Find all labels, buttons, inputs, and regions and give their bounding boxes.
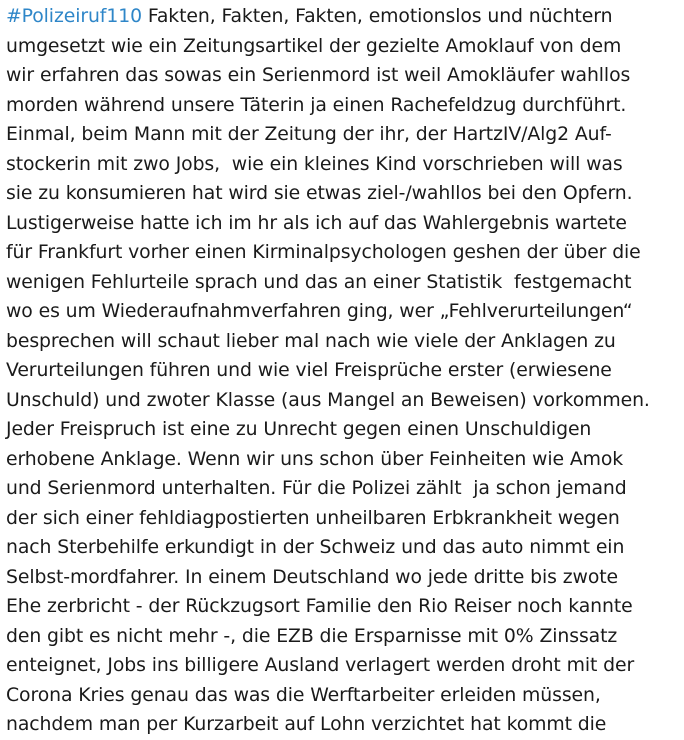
text-line: erhobene Anklage. Wenn wir uns schon über Feinheiten wie Amok: [6, 448, 624, 470]
text-line: besprechen will schaut lieber mal nach wie viele der Anklagen zu: [6, 330, 616, 352]
text-line: wir erfahren das sowas ein Serienmord ist weil Amokläufer wahllos: [6, 65, 631, 86]
text-line: Selbst-mordfahrer. In einem Deutschland wo jede dritte bis zwote: [6, 566, 619, 588]
text-line: stockerin mit zwo Jobs, wie ein kleines Kind vorschrieben will was: [6, 153, 623, 175]
text-line: wo es um Wiederaufnahmverfahren ging, wer „Fehlverurteilungen“: [6, 301, 633, 322]
text-line: Lustigerweise hatte ich im hr als ich auf das Wahlergebnis wartete: [6, 212, 627, 234]
text-line-1-rest: Fakten, Fakten, Fakten, emotionslos und nüchtern: [141, 6, 613, 27]
text-line: umgesetzt wie ein Zeitungsartikel der gezielte Amoklauf von dem: [6, 35, 622, 57]
text-line: Corona Kries genau das was die Werftarbeiter erleiden müssen,: [6, 684, 601, 706]
text-line: sie zu konsumieren hat wird sie etwas ziel-/wahllos bei den Opfern.: [6, 183, 633, 204]
text-line: morden während unsere Täterin ja einen Rachefeldzug durchführt.: [6, 94, 627, 116]
text-line: enteignet, Jobs ins billigere Ausland verlagert werden droht mit der: [6, 655, 635, 676]
document-text: [6, 2, 684, 740]
hashtag-link[interactable]: #Polizeiruf110: [6, 6, 142, 27]
text-line: Jeder Freispruch ist eine zu Unrecht gegen einen Unschuldigen: [6, 419, 592, 440]
text-line: der sich einer fehldiagpostierten unheilbaren Erbkrankheit wegen: [6, 507, 620, 529]
text-line: den gibt es nicht mehr -, die EZB die Ersparnisse mit 0% Zinssatz: [6, 625, 618, 647]
text-line: Verurteilungen führen und wie viel Freisprüche erster (erwiesene: [6, 360, 612, 381]
text-line: Ehe zerbricht - der Rückzugsort Familie den Rio Reiser noch kannte: [6, 596, 633, 617]
text-line: nachdem man per Kurzarbeit auf Lohn verzichtet hat kommt die: [6, 714, 607, 735]
text-line: nach Sterbehilfe erkundigt in der Schweiz und das auto nimmt ein: [6, 537, 625, 558]
text-line: für Frankfurt vorher einen Kirminalpsychologen geshen der über die: [6, 242, 641, 263]
text-line: Einmal, beim Mann mit der Zeitung der ihr, der HartzIV/Alg2 Auf-: [6, 124, 612, 145]
text-line-1: [6, 2, 684, 32]
text-line: und Serienmord unterhalten. Für die Polizei zählt ja schon jemand: [6, 478, 627, 499]
text-line: wenigen Fehlurteile sprach und das an einer Statistik festgemacht: [6, 271, 632, 293]
text-line: Unschuld) und zwoter Klasse (aus Mangel an Beweisen) vorkommen.: [6, 389, 650, 411]
